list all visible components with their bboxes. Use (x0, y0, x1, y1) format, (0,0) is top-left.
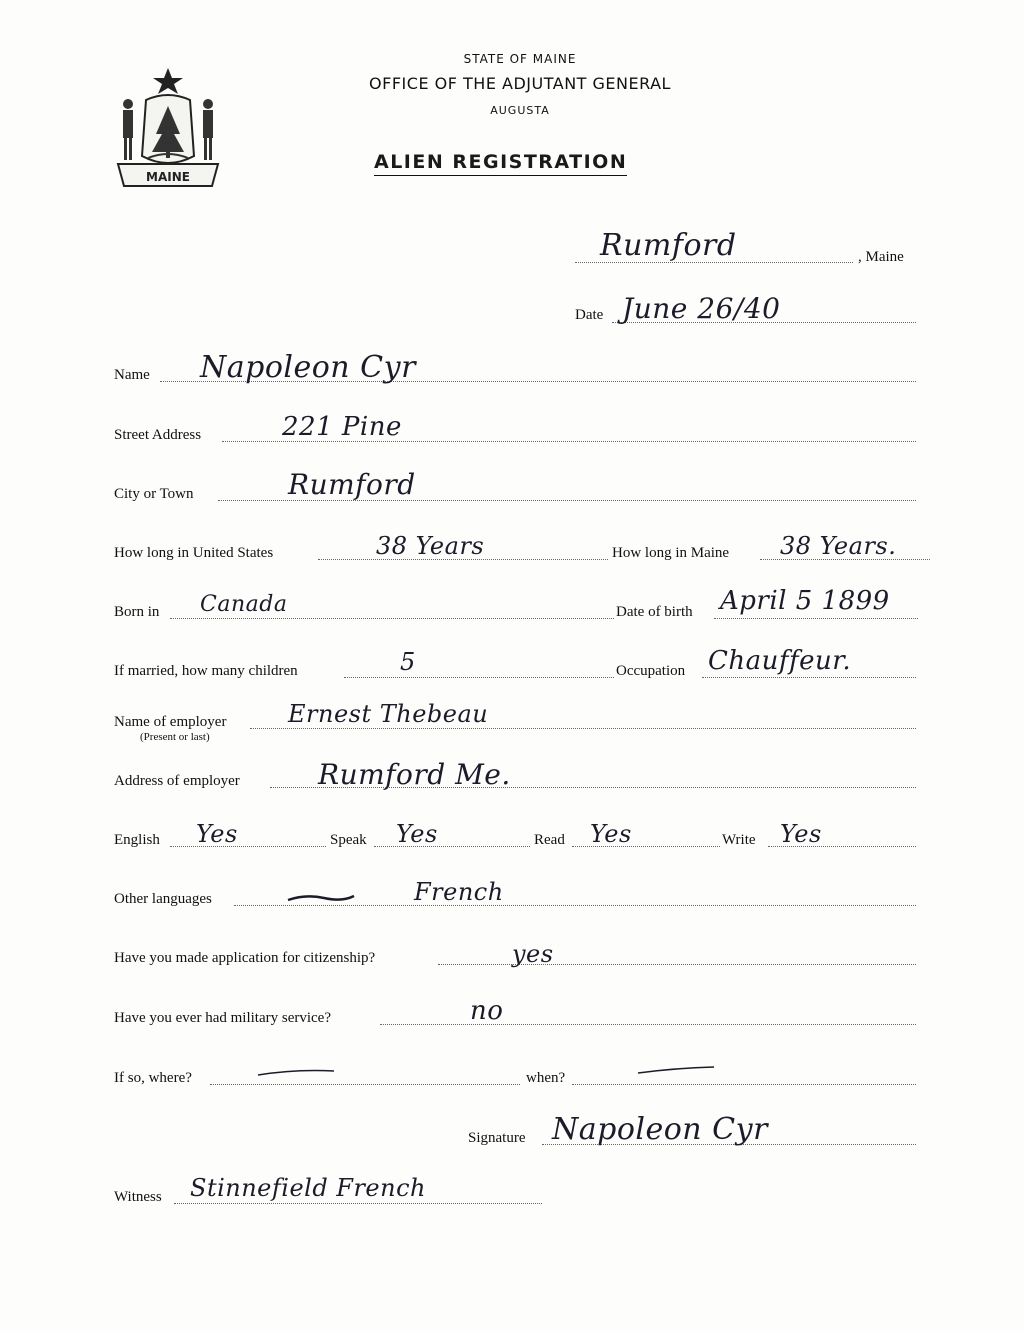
born-label: Born in (114, 604, 160, 620)
name-label: Name (114, 367, 150, 383)
read-value[interactable]: Yes (590, 820, 632, 848)
witness-value[interactable]: Stinnefield French (190, 1174, 426, 1202)
witness-line (174, 1203, 542, 1204)
dob-line (714, 618, 918, 619)
town-suffix: , Maine (858, 249, 904, 265)
children-label: If married, how many children (114, 663, 298, 679)
write-value[interactable]: Yes (780, 820, 822, 848)
strikethrough-mark (286, 888, 356, 908)
street-value[interactable]: 221 Pine (282, 412, 402, 442)
military-label: Have you ever had military service? (114, 1010, 331, 1026)
date-value[interactable]: June 26/40 (622, 292, 781, 325)
employer-address-label: Address of employer (114, 773, 240, 789)
write-label: Write (722, 832, 756, 848)
city-value[interactable]: Rumford (288, 468, 416, 501)
speak-label: Speak (330, 832, 367, 848)
seal-banner-text: MAINE (146, 170, 190, 184)
military-line (380, 1024, 916, 1025)
employer-value[interactable]: Ernest Thebeau (288, 700, 489, 728)
header-city: AUGUSTA (490, 104, 550, 117)
witness-label: Witness (114, 1189, 162, 1205)
date-label: Date (575, 307, 604, 323)
citizenship-value[interactable]: yes (512, 940, 554, 968)
occupation-line (702, 677, 916, 678)
name-value[interactable]: Napoleon Cyr (200, 350, 416, 385)
military-value[interactable]: no (470, 996, 504, 1026)
city-label: City or Town (114, 486, 194, 502)
signature-value[interactable]: Napoleon Cyr (552, 1112, 768, 1147)
other-languages-value[interactable]: French (414, 878, 504, 906)
dob-value[interactable]: April 5 1899 (720, 586, 890, 616)
children-line (344, 677, 614, 678)
when-label: when? (526, 1070, 566, 1086)
where-dash-mark (256, 1066, 336, 1080)
born-value[interactable]: Canada (200, 592, 288, 617)
born-line (170, 618, 614, 619)
children-value[interactable]: 5 (400, 648, 416, 676)
when-line (572, 1084, 916, 1085)
employer-line (250, 728, 916, 729)
us-duration-label: How long in United States (114, 545, 274, 561)
town-value[interactable]: Rumford (600, 228, 737, 263)
header-office: OFFICE OF THE ADJUTANT GENERAL (369, 74, 671, 93)
occupation-label: Occupation (616, 663, 686, 679)
employer-sublabel: (Present or last) (140, 731, 210, 743)
citizenship-line (438, 964, 916, 965)
us-duration-value[interactable]: 38 Years (376, 532, 485, 560)
when-dash-mark (636, 1064, 716, 1078)
street-label: Street Address (114, 427, 202, 443)
occupation-value[interactable]: Chauffeur. (708, 646, 852, 676)
form-title: ALIEN REGISTRATION (374, 151, 627, 176)
dob-label: Date of birth (616, 604, 693, 620)
employer-label: Name of employer (114, 714, 227, 730)
english-line (170, 846, 326, 847)
maine-state-seal (112, 64, 224, 194)
maine-duration-label: How long in Maine (612, 545, 730, 561)
other-languages-label: Other languages (114, 891, 212, 907)
speak-value[interactable]: Yes (396, 820, 438, 848)
english-value[interactable]: Yes (196, 820, 238, 848)
header-state: STATE OF MAINE (463, 52, 577, 66)
where-label: If so, where? (114, 1070, 192, 1086)
read-label: Read (534, 832, 565, 848)
maine-duration-value[interactable]: 38 Years. (780, 532, 897, 560)
employer-address-value[interactable]: Rumford Me. (318, 758, 511, 791)
signature-label: Signature (468, 1130, 526, 1146)
citizenship-label: Have you made application for citizenship? (114, 950, 376, 966)
english-label: English (114, 832, 160, 848)
where-line (210, 1084, 520, 1085)
